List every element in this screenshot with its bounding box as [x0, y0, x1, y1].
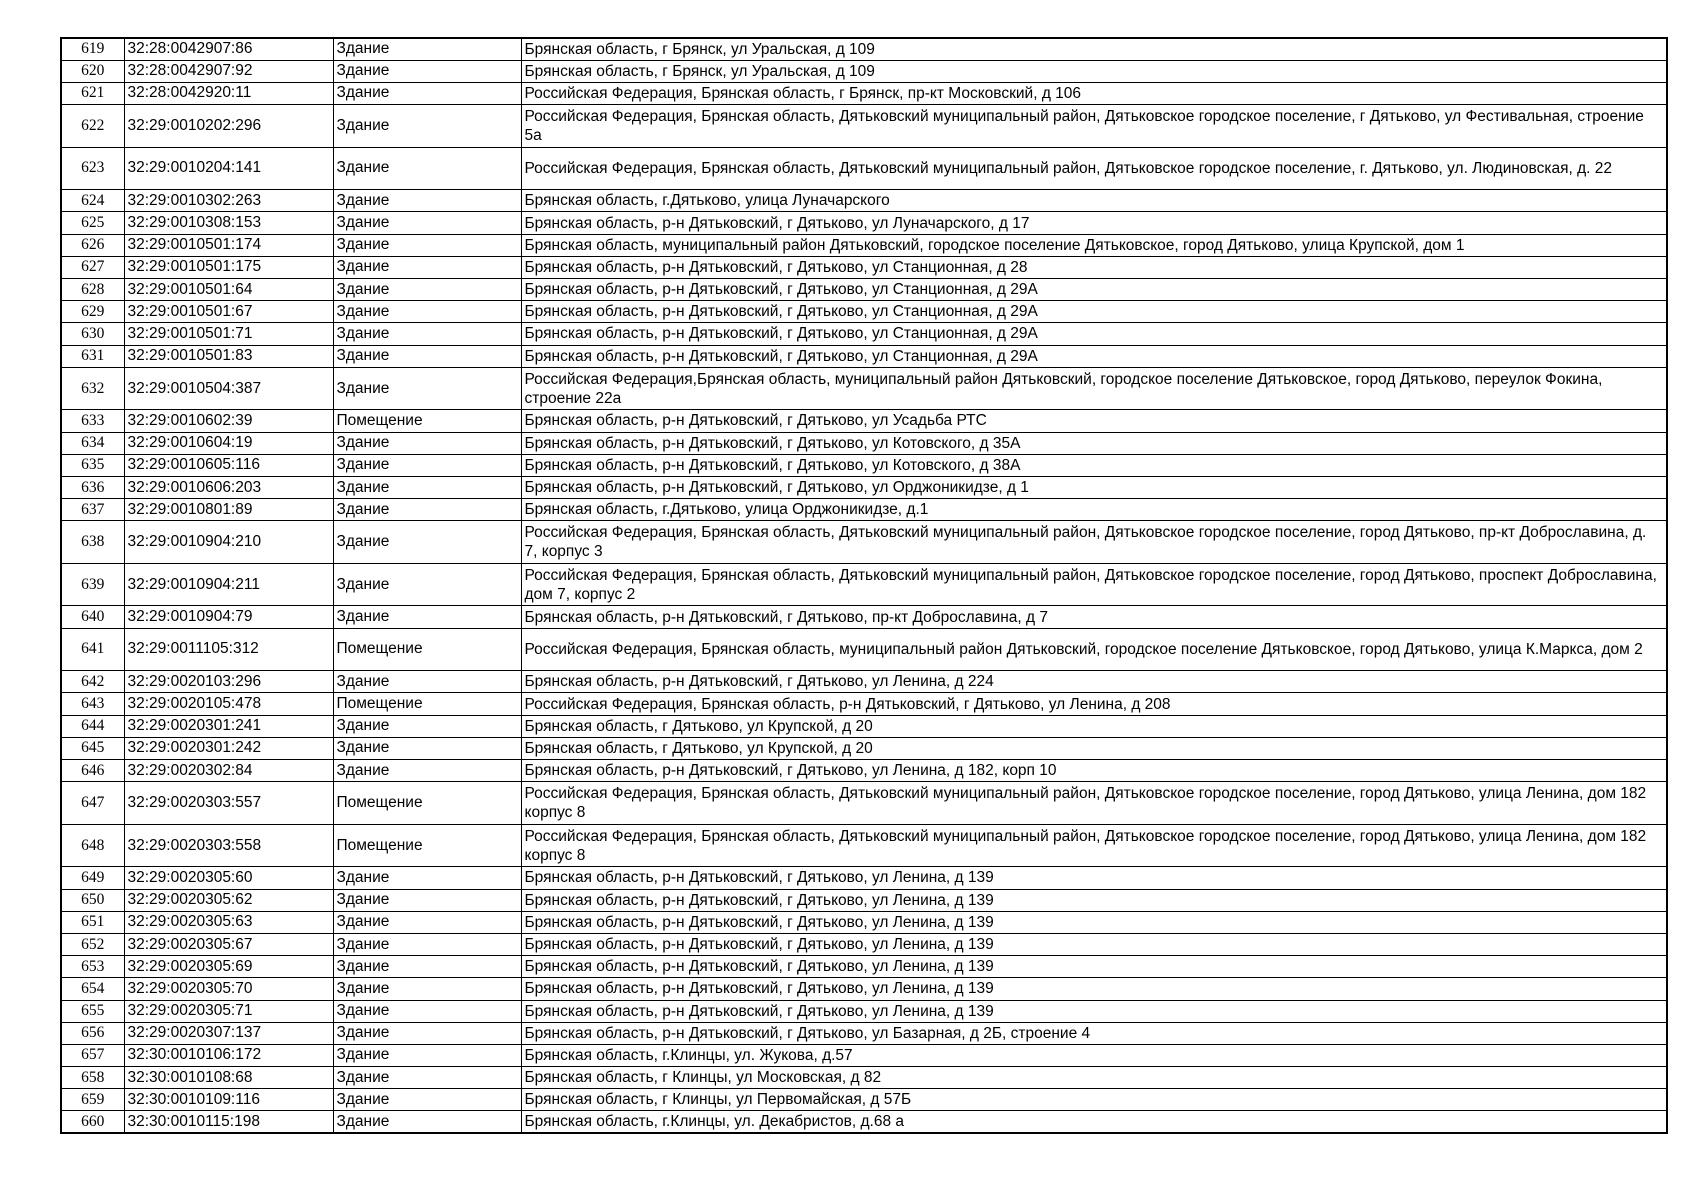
- address-cell: Российская Федерация, Брянская область, муниципальный район Дятьковский, городское поселение Дятьковское, город Дятьково, улица К.Маркса, дом 2: [521, 628, 1667, 671]
- cadastral-number-cell: 32:29:0020305:70: [124, 978, 333, 1000]
- table-row: [61, 867, 1667, 889]
- cadastral-number-cell: 32:29:0010501:174: [124, 234, 333, 256]
- address-cell: Брянская область, г Брянск, ул Уральская, д 109: [521, 38, 1667, 60]
- row-number-cell: 646: [61, 760, 124, 782]
- row-number-cell: 659: [61, 1089, 124, 1111]
- table-row: [61, 978, 1667, 1000]
- cadastral-number-cell: 32:29:0010904:79: [124, 606, 333, 628]
- row-number-cell: 627: [61, 256, 124, 278]
- object-type-cell: Помещение: [333, 782, 521, 825]
- address-cell: Российская Федерация, Брянская область, Дятьковский муниципальный район, Дятьковское городское поселение, город Дятьково, пр-кт Доброславина, д. 7, корпус 3: [521, 521, 1667, 564]
- table-row: [61, 889, 1667, 911]
- row-number-cell: 648: [61, 824, 124, 867]
- row-number-cell: 633: [61, 410, 124, 432]
- row-number-cell: 640: [61, 606, 124, 628]
- row-number-cell: 624: [61, 190, 124, 212]
- table-row: [61, 782, 1667, 825]
- address-cell: Брянская область, г Дятьково, ул Крупской, д 20: [521, 715, 1667, 737]
- object-type-cell: Здание: [333, 499, 521, 521]
- table-row: [61, 671, 1667, 693]
- object-type-cell: Здание: [333, 147, 521, 190]
- address-cell: Российская Федерация, Брянская область, г Брянск, пр-кт Московский, д 106: [521, 82, 1667, 104]
- address-cell: Брянская область, р-н Дятьковский, г Дятьково, ул Луначарского, д 17: [521, 212, 1667, 234]
- object-type-cell: Здание: [333, 212, 521, 234]
- address-cell: Брянская область, г Клинцы, ул Московская, д 82: [521, 1067, 1667, 1089]
- row-number-cell: 656: [61, 1022, 124, 1044]
- address-cell: Брянская область, р-н Дятьковский, г Дятьково, ул Котовского, д 38А: [521, 454, 1667, 476]
- address-cell: Российская Федерация, Брянская область, Дятьковский муниципальный район, Дятьковское городское поселение, г. Дятьково, ул. Людиновская, д. 22: [521, 147, 1667, 190]
- table-row: [61, 301, 1667, 323]
- row-number-cell: 635: [61, 454, 124, 476]
- cadastral-number-cell: 32:28:0042920:11: [124, 82, 333, 104]
- object-type-cell: Помещение: [333, 410, 521, 432]
- table-row: [61, 345, 1667, 367]
- object-type-cell: Здание: [333, 454, 521, 476]
- address-cell: Брянская область, р-н Дятьковский, г Дятьково, ул Ленина, д 139: [521, 933, 1667, 955]
- address-cell: Брянская область, г Брянск, ул Уральская, д 109: [521, 60, 1667, 82]
- address-cell: Брянская область, р-н Дятьковский, г Дятьково, ул Ленина, д 139: [521, 978, 1667, 1000]
- object-type-cell: Здание: [333, 715, 521, 737]
- object-type-cell: Здание: [333, 606, 521, 628]
- address-cell: Брянская область, р-н Дятьковский, г Дятьково, пр-кт Доброславина, д 7: [521, 606, 1667, 628]
- object-type-cell: Здание: [333, 563, 521, 606]
- row-number-cell: 645: [61, 737, 124, 759]
- table-row: [61, 563, 1667, 606]
- address-cell: Брянская область, г.Дятьково, улица Луначарского: [521, 190, 1667, 212]
- row-number-cell: 653: [61, 956, 124, 978]
- cadastral-number-cell: 32:29:0020305:67: [124, 933, 333, 955]
- row-number-cell: 655: [61, 1000, 124, 1022]
- address-cell: Брянская область, р-н Дятьковский, г Дятьково, ул Усадьба РТС: [521, 410, 1667, 432]
- object-type-cell: Здание: [333, 279, 521, 301]
- object-type-cell: Здание: [333, 978, 521, 1000]
- row-number-cell: 620: [61, 60, 124, 82]
- object-type-cell: Здание: [333, 60, 521, 82]
- cadastral-number-cell: 32:29:0010904:210: [124, 521, 333, 564]
- cadastral-number-cell: 32:30:0010108:68: [124, 1067, 333, 1089]
- cadastral-number-cell: 32:29:0010204:141: [124, 147, 333, 190]
- row-number-cell: 619: [61, 38, 124, 60]
- cadastral-number-cell: 32:29:0020305:60: [124, 867, 333, 889]
- object-type-cell: Здание: [333, 476, 521, 498]
- row-number-cell: 657: [61, 1044, 124, 1066]
- cadastral-number-cell: 32:29:0020307:137: [124, 1022, 333, 1044]
- address-cell: Брянская область, р-н Дятьковский, г Дятьково, ул Орджоникидзе, д 1: [521, 476, 1667, 498]
- table-row: [61, 432, 1667, 454]
- row-number-cell: 641: [61, 628, 124, 671]
- table-row: [61, 606, 1667, 628]
- object-type-cell: Здание: [333, 521, 521, 564]
- row-number-cell: 652: [61, 933, 124, 955]
- cadastral-number-cell: 32:29:0020301:242: [124, 737, 333, 759]
- cadastral-number-cell: 32:29:0010602:39: [124, 410, 333, 432]
- table-row: [61, 190, 1667, 212]
- address-cell: Брянская область, р-н Дятьковский, г Дятьково, ул Станционная, д 28: [521, 256, 1667, 278]
- cadastral-number-cell: 32:29:0020305:69: [124, 956, 333, 978]
- cadastral-number-cell: 32:29:0020305:63: [124, 911, 333, 933]
- table-row: [61, 454, 1667, 476]
- object-type-cell: Здание: [333, 911, 521, 933]
- table-row: [61, 212, 1667, 234]
- table-row: [61, 693, 1667, 715]
- object-type-cell: Здание: [333, 889, 521, 911]
- table-row: [61, 956, 1667, 978]
- address-cell: Брянская область, г Дятьково, ул Крупской, д 20: [521, 737, 1667, 759]
- table-row: [61, 105, 1667, 148]
- table-row: [61, 933, 1667, 955]
- address-cell: Российская Федерация, Брянская область, Дятьковский муниципальный район, Дятьковское городское поселение, город Дятьково, улица Ленина, дом 182 корпус 8: [521, 824, 1667, 867]
- table-row: [61, 60, 1667, 82]
- cadastral-number-cell: 32:29:0010501:175: [124, 256, 333, 278]
- cadastral-number-cell: 32:29:0010501:64: [124, 279, 333, 301]
- table-row: [61, 279, 1667, 301]
- table-row: [61, 628, 1667, 671]
- address-cell: Брянская область, р-н Дятьковский, г Дятьково, ул Ленина, д 139: [521, 867, 1667, 889]
- object-type-cell: Здание: [333, 38, 521, 60]
- address-cell: Российская Федерация, Брянская область, Дятьковский муниципальный район, Дятьковское городское поселение, город Дятьково, улица Ленина, дом 182 корпус 8: [521, 782, 1667, 825]
- object-type-cell: Здание: [333, 760, 521, 782]
- cadastral-number-cell: 32:30:0010115:198: [124, 1111, 333, 1133]
- row-number-cell: 629: [61, 301, 124, 323]
- object-type-cell: Здание: [333, 1067, 521, 1089]
- cadastral-number-cell: 32:29:0010604:19: [124, 432, 333, 454]
- object-type-cell: Здание: [333, 234, 521, 256]
- cadastral-number-cell: 32:29:0010202:296: [124, 105, 333, 148]
- table-row: [61, 410, 1667, 432]
- table-row: [61, 737, 1667, 759]
- address-cell: Брянская область, р-н Дятьковский, г Дятьково, ул Базарная, д 2Б, строение 4: [521, 1022, 1667, 1044]
- table-row: [61, 82, 1667, 104]
- address-cell: Брянская область, р-н Дятьковский, г Дятьково, ул Станционная, д 29А: [521, 345, 1667, 367]
- cadastral-number-cell: 32:30:0010109:116: [124, 1089, 333, 1111]
- table-row: [61, 1000, 1667, 1022]
- table-row: [61, 323, 1667, 345]
- cadastral-number-cell: 32:30:0010106:172: [124, 1044, 333, 1066]
- object-type-cell: Помещение: [333, 693, 521, 715]
- cadastral-number-cell: 32:29:0011105:312: [124, 628, 333, 671]
- row-number-cell: 649: [61, 867, 124, 889]
- address-cell: Брянская область, муниципальный район Дятьковский, городское поселение Дятьковское, город Дятьково, улица Крупской, дом 1: [521, 234, 1667, 256]
- address-cell: Брянская область, р-н Дятьковский, г Дятьково, ул Станционная, д 29А: [521, 301, 1667, 323]
- address-cell: Российская Федерация,Брянская область, муниципальный район Дятьковский, городское поселение Дятьковское, город Дятьково, переулок Фокина, строение 22а: [521, 367, 1667, 410]
- row-number-cell: 630: [61, 323, 124, 345]
- table-body: [61, 38, 1667, 1133]
- row-number-cell: 650: [61, 889, 124, 911]
- object-type-cell: Здание: [333, 323, 521, 345]
- row-number-cell: 644: [61, 715, 124, 737]
- table-row: [61, 1111, 1667, 1133]
- row-number-cell: 654: [61, 978, 124, 1000]
- object-type-cell: Здание: [333, 105, 521, 148]
- address-cell: Российская Федерация, Брянская область, Дятьковский муниципальный район, Дятьковское городское поселение, г Дятьково, ул Фестивальная, строение 5а: [521, 105, 1667, 148]
- table-row: [61, 715, 1667, 737]
- address-cell: Брянская область, р-н Дятьковский, г Дятьково, ул Станционная, д 29А: [521, 279, 1667, 301]
- object-type-cell: Здание: [333, 956, 521, 978]
- address-cell: Брянская область, р-н Дятьковский, г Дятьково, ул Ленина, д 182, корп 10: [521, 760, 1667, 782]
- address-cell: Российская Федерация, Брянская область, Дятьковский муниципальный район, Дятьковское городское поселение, город Дятьково, проспект Доброславина, дом 7, корпус 2: [521, 563, 1667, 606]
- object-type-cell: Здание: [333, 867, 521, 889]
- row-number-cell: 651: [61, 911, 124, 933]
- row-number-cell: 643: [61, 693, 124, 715]
- object-type-cell: Здание: [333, 345, 521, 367]
- cadastral-number-cell: 32:29:0010504:387: [124, 367, 333, 410]
- object-type-cell: Здание: [333, 82, 521, 104]
- cadastral-number-cell: 32:29:0010801:89: [124, 499, 333, 521]
- cadastral-number-cell: 32:29:0020303:557: [124, 782, 333, 825]
- address-cell: Брянская область, г.Клинцы, ул. Декабристов, д.68 а: [521, 1111, 1667, 1133]
- cadastral-number-cell: 32:29:0010501:83: [124, 345, 333, 367]
- table-row: [61, 38, 1667, 60]
- table-row: [61, 234, 1667, 256]
- object-type-cell: Помещение: [333, 824, 521, 867]
- table-row: [61, 1022, 1667, 1044]
- row-number-cell: 639: [61, 563, 124, 606]
- row-number-cell: 638: [61, 521, 124, 564]
- cadastral-number-cell: 32:29:0010605:116: [124, 454, 333, 476]
- object-type-cell: Здание: [333, 256, 521, 278]
- row-number-cell: 637: [61, 499, 124, 521]
- row-number-cell: 625: [61, 212, 124, 234]
- table-row: [61, 147, 1667, 190]
- object-type-cell: Здание: [333, 432, 521, 454]
- row-number-cell: 626: [61, 234, 124, 256]
- row-number-cell: 647: [61, 782, 124, 825]
- cadastral-number-cell: 32:29:0010308:153: [124, 212, 333, 234]
- row-number-cell: 622: [61, 105, 124, 148]
- cadastral-number-cell: 32:29:0020105:478: [124, 693, 333, 715]
- cadastral-number-cell: 32:29:0020305:71: [124, 1000, 333, 1022]
- cadastral-number-cell: 32:28:0042907:92: [124, 60, 333, 82]
- address-cell: Российская Федерация, Брянская область, р-н Дятьковский, г Дятьково, ул Ленина, д 208: [521, 693, 1667, 715]
- row-number-cell: 634: [61, 432, 124, 454]
- object-type-cell: Здание: [333, 1044, 521, 1066]
- address-cell: Брянская область, р-н Дятьковский, г Дятьково, ул Ленина, д 224: [521, 671, 1667, 693]
- table-row: [61, 367, 1667, 410]
- row-number-cell: 628: [61, 279, 124, 301]
- object-type-cell: Помещение: [333, 628, 521, 671]
- object-type-cell: Здание: [333, 190, 521, 212]
- row-number-cell: 642: [61, 671, 124, 693]
- cadastral-number-cell: 32:29:0010606:203: [124, 476, 333, 498]
- row-number-cell: 660: [61, 1111, 124, 1133]
- cadastral-number-cell: 32:29:0020303:558: [124, 824, 333, 867]
- address-cell: Брянская область, р-н Дятьковский, г Дятьково, ул Ленина, д 139: [521, 911, 1667, 933]
- table-row: [61, 911, 1667, 933]
- object-type-cell: Здание: [333, 301, 521, 323]
- object-type-cell: Здание: [333, 367, 521, 410]
- table-row: [61, 760, 1667, 782]
- address-cell: Брянская область, р-н Дятьковский, г Дятьково, ул Станционная, д 29А: [521, 323, 1667, 345]
- cadastral-number-cell: 32:29:0010501:71: [124, 323, 333, 345]
- table-row: [61, 824, 1667, 867]
- address-cell: Брянская область, р-н Дятьковский, г Дятьково, ул Ленина, д 139: [521, 956, 1667, 978]
- cadastral-number-cell: 32:29:0020302:84: [124, 760, 333, 782]
- row-number-cell: 658: [61, 1067, 124, 1089]
- table-row: [61, 521, 1667, 564]
- address-cell: Брянская область, г Клинцы, ул Первомайская, д 57Б: [521, 1089, 1667, 1111]
- address-cell: Брянская область, г.Клинцы, ул. Жукова, д.57: [521, 1044, 1667, 1066]
- table-row: [61, 1044, 1667, 1066]
- cadastral-number-cell: 32:29:0020301:241: [124, 715, 333, 737]
- cadastral-number-cell: 32:29:0020103:296: [124, 671, 333, 693]
- table-row: [61, 1089, 1667, 1111]
- object-type-cell: Здание: [333, 671, 521, 693]
- address-cell: Брянская область, р-н Дятьковский, г Дятьково, ул Ленина, д 139: [521, 889, 1667, 911]
- table-row: [61, 1067, 1667, 1089]
- address-cell: Брянская область, р-н Дятьковский, г Дятьково, ул Котовского, д 35А: [521, 432, 1667, 454]
- object-type-cell: Здание: [333, 933, 521, 955]
- cadastral-number-cell: 32:29:0010302:263: [124, 190, 333, 212]
- object-type-cell: Здание: [333, 1111, 521, 1133]
- object-type-cell: Здание: [333, 1089, 521, 1111]
- object-type-cell: Здание: [333, 1000, 521, 1022]
- address-cell: Брянская область, р-н Дятьковский, г Дятьково, ул Ленина, д 139: [521, 1000, 1667, 1022]
- row-number-cell: 636: [61, 476, 124, 498]
- property-table: [60, 37, 1668, 1134]
- cadastral-number-cell: 32:29:0010904:211: [124, 563, 333, 606]
- address-cell: Брянская область, г.Дятьково, улица Орджоникидзе, д.1: [521, 499, 1667, 521]
- row-number-cell: 631: [61, 345, 124, 367]
- row-number-cell: 623: [61, 147, 124, 190]
- table-row: [61, 499, 1667, 521]
- row-number-cell: 621: [61, 82, 124, 104]
- object-type-cell: Здание: [333, 737, 521, 759]
- row-number-cell: 632: [61, 367, 124, 410]
- table-row: [61, 256, 1667, 278]
- cadastral-number-cell: 32:28:0042907:86: [124, 38, 333, 60]
- cadastral-number-cell: 32:29:0020305:62: [124, 889, 333, 911]
- object-type-cell: Здание: [333, 1022, 521, 1044]
- table-row: [61, 476, 1667, 498]
- cadastral-number-cell: 32:29:0010501:67: [124, 301, 333, 323]
